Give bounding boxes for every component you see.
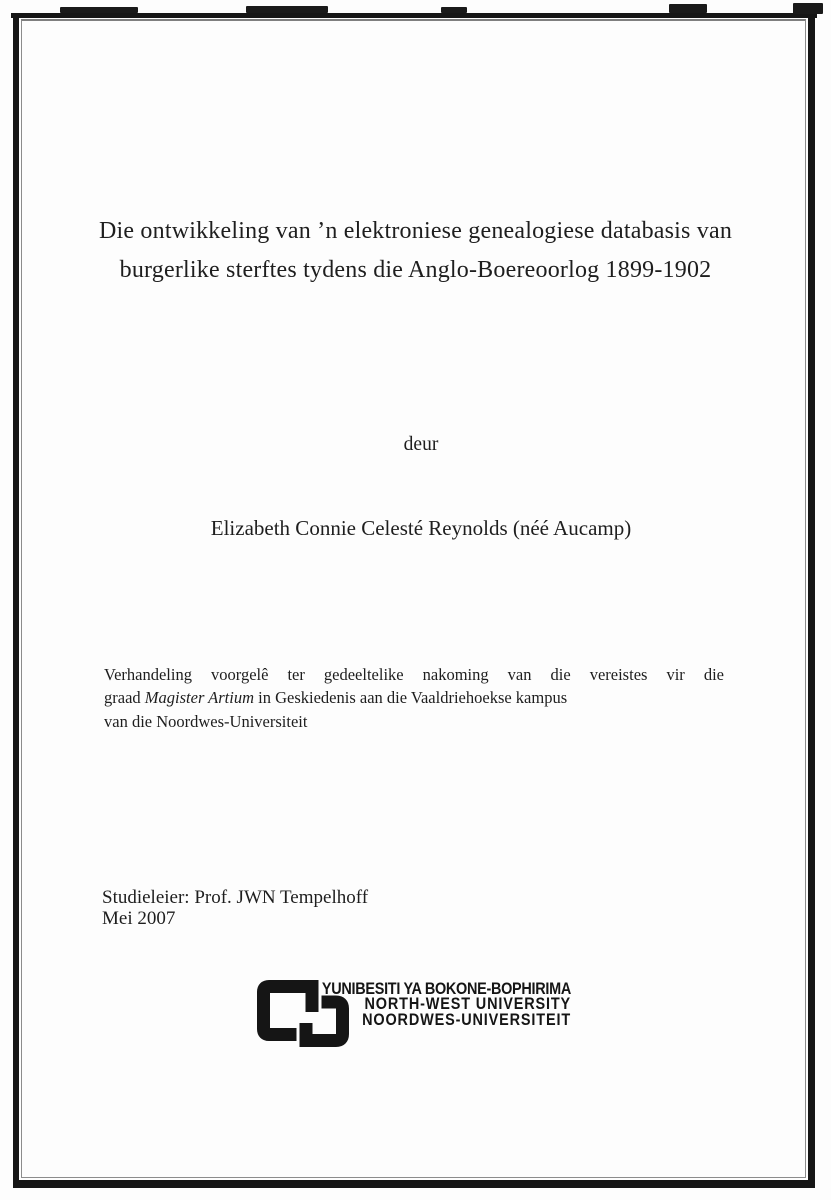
university-name-setswana: YUNIBESITI YA BOKONE-BOPHIRIMA xyxy=(321,979,571,998)
date-line: Mei 2007 xyxy=(102,907,176,929)
submission-statement xyxy=(104,663,724,733)
page-frame-right xyxy=(808,13,815,1188)
page-frame-top xyxy=(11,13,817,18)
scan-artifact xyxy=(669,4,707,13)
scan-artifact xyxy=(793,3,823,14)
thesis-title xyxy=(0,212,831,289)
page-frame-bottom xyxy=(13,1180,815,1188)
supervisor-line: Studieleier: Prof. JWN Tempelhoff xyxy=(102,887,369,908)
scan-artifact xyxy=(246,6,328,13)
page-frame-left xyxy=(13,13,19,1188)
submission-statement-line2 xyxy=(104,686,724,709)
author-name: Elizabeth Connie Celesté Reynolds (néé Aucamp) xyxy=(210,516,632,540)
submission-statement-line1: Verhandeling voorgelê ter gedeeltelike nakoming van die vereistes vir die xyxy=(104,665,724,684)
statement-line2-pre: graad xyxy=(104,688,145,708)
degree-name: Magister Artium xyxy=(144,688,255,708)
university-wordmark xyxy=(282,981,571,1027)
thesis-title-line2: burgerlike sterftes tydens die Anglo-Boereoorlog 1899-1902 xyxy=(119,256,712,283)
submission-statement-line3: van die Noordwes-Universiteit xyxy=(104,711,308,731)
scan-artifact xyxy=(60,7,138,13)
statement-line2-post: in Geskiedenis aan die Vaaldriehoekse kampus xyxy=(254,688,568,708)
university-name-english: NORTH-WEST UNIVERSITY xyxy=(364,994,571,1014)
byline-label: deur xyxy=(403,434,439,455)
thesis-title-line1: Die ontwikkeling van ’n elektroniese genealogiese databasis van xyxy=(98,218,733,244)
scan-artifact xyxy=(441,7,467,13)
supervisor-block xyxy=(102,888,368,929)
university-name-afrikaans: NOORDWES-UNIVERSITEIT xyxy=(362,1009,571,1029)
